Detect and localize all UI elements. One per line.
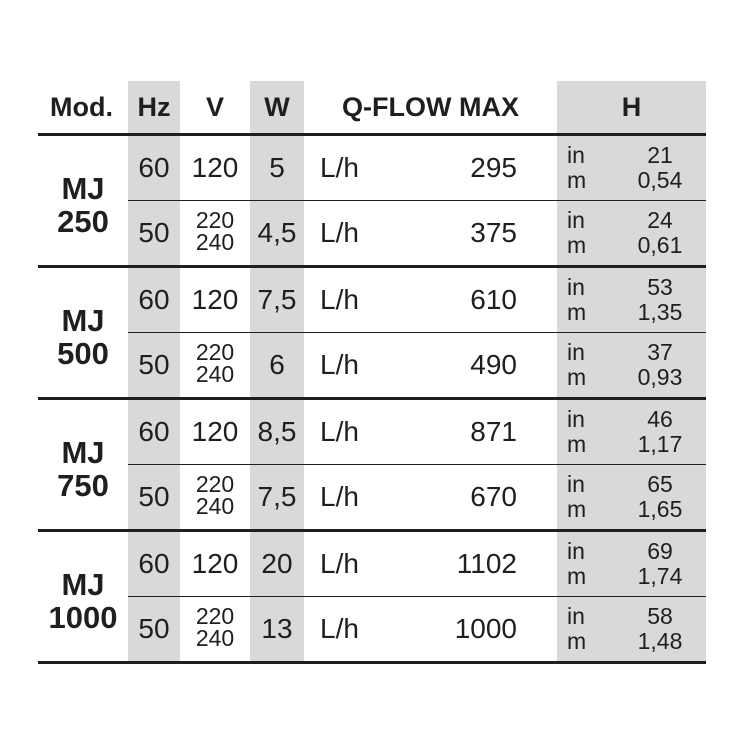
cell-flow-value: 295 (398, 135, 557, 201)
cell-head-units (557, 201, 614, 267)
cell-flow-unit: L/h (304, 201, 398, 267)
cell-flow-unit: L/h (304, 597, 398, 663)
cell-head-unit-m: m (567, 364, 587, 390)
cell-head-unit-m: m (567, 431, 587, 457)
cell-flow-value: 1000 (398, 597, 557, 663)
cell-flow-value: 871 (398, 399, 557, 465)
cell-hz: 60 (128, 399, 180, 465)
table-row (38, 333, 706, 399)
cell-hz: 50 (128, 201, 180, 267)
cell-head-units (557, 333, 614, 399)
cell-head-unit-in: in (567, 471, 585, 497)
cell-head-units (557, 465, 614, 531)
cell-head-units (557, 267, 614, 333)
header-h: H (557, 81, 706, 135)
cell-head-value-m: 1,74 (637, 563, 683, 589)
cell-head-unit-m: m (567, 299, 587, 325)
cell-head-value-in: 37 (647, 339, 673, 365)
cell-flow-value: 490 (398, 333, 557, 399)
cell-head-value-in: 53 (647, 274, 673, 300)
spec-table (38, 81, 706, 664)
model-name-line1: MJ (61, 566, 105, 602)
cell-voltage: 120 (180, 399, 250, 465)
cell-voltage-line2: 240 (195, 229, 235, 255)
cell-watt: 7,5 (250, 465, 304, 531)
cell-voltage-line1: 220 (195, 207, 235, 233)
model-name-line1: MJ (61, 170, 105, 206)
table-row (38, 135, 706, 201)
cell-hz: 60 (128, 531, 180, 597)
cell-head-values (614, 465, 706, 531)
cell-flow-unit: L/h (304, 399, 398, 465)
cell-voltage: 120 (180, 267, 250, 333)
cell-head-unit-m: m (567, 496, 587, 522)
cell-watt: 4,5 (250, 201, 304, 267)
table-row (38, 597, 706, 663)
cell-head-value-m: 0,93 (637, 364, 683, 390)
cell-head-units (557, 135, 614, 201)
cell-head-values (614, 135, 706, 201)
model-name-line2: 250 (57, 203, 109, 239)
model-name (38, 135, 128, 267)
table-row (38, 531, 706, 597)
cell-watt: 6 (250, 333, 304, 399)
cell-watt: 8,5 (250, 399, 304, 465)
cell-hz: 50 (128, 333, 180, 399)
cell-voltage-line1: 220 (195, 471, 235, 497)
cell-watt: 7,5 (250, 267, 304, 333)
cell-voltage-line2: 240 (195, 361, 235, 387)
header-w: W (250, 81, 304, 135)
cell-voltage (180, 465, 250, 531)
header-v: V (180, 81, 250, 135)
cell-head-values (614, 333, 706, 399)
cell-head-values (614, 531, 706, 597)
header-model: Mod. (38, 81, 128, 135)
table-row (38, 399, 706, 465)
cell-hz: 60 (128, 135, 180, 201)
cell-watt: 20 (250, 531, 304, 597)
cell-flow-value: 670 (398, 465, 557, 531)
cell-hz: 60 (128, 267, 180, 333)
cell-head-value-in: 21 (647, 142, 673, 168)
cell-head-unit-m: m (567, 563, 587, 589)
model-name-line1: MJ (61, 302, 105, 338)
cell-head-unit-in: in (567, 538, 585, 564)
cell-head-unit-m: m (567, 232, 587, 258)
cell-head-value-m: 0,61 (637, 232, 683, 258)
table-row (38, 201, 706, 267)
table-row (38, 465, 706, 531)
cell-head-value-m: 1,17 (637, 431, 683, 457)
cell-voltage (180, 597, 250, 663)
cell-head-value-in: 24 (647, 207, 673, 233)
cell-head-values (614, 399, 706, 465)
cell-head-unit-in: in (567, 274, 585, 300)
header-qflow: Q-FLOW MAX (304, 81, 557, 135)
cell-head-units (557, 597, 614, 663)
cell-voltage (180, 201, 250, 267)
table-row (38, 267, 706, 333)
model-name-line2: 500 (57, 335, 109, 371)
spec-body (38, 135, 706, 663)
cell-voltage-line2: 240 (195, 625, 235, 651)
cell-head-value-in: 69 (647, 538, 673, 564)
cell-head-unit-in: in (567, 603, 585, 629)
cell-watt: 13 (250, 597, 304, 663)
cell-head-value-in: 46 (647, 406, 673, 432)
model-name-line2: 1000 (48, 599, 118, 635)
model-name (38, 399, 128, 531)
cell-hz: 50 (128, 465, 180, 531)
cell-head-values (614, 267, 706, 333)
cell-head-unit-in: in (567, 142, 585, 168)
cell-head-units (557, 399, 614, 465)
cell-voltage-line1: 220 (195, 603, 235, 629)
model-name (38, 267, 128, 399)
cell-head-value-in: 65 (647, 471, 673, 497)
cell-flow-value: 1102 (398, 531, 557, 597)
cell-head-unit-m: m (567, 628, 587, 654)
cell-flow-unit: L/h (304, 465, 398, 531)
cell-hz: 50 (128, 597, 180, 663)
header-hz: Hz (128, 81, 180, 135)
cell-voltage (180, 333, 250, 399)
cell-head-value-m: 1,65 (637, 496, 683, 522)
model-name-line2: 750 (57, 467, 109, 503)
cell-head-values (614, 597, 706, 663)
model-name-line1: MJ (61, 434, 105, 470)
cell-head-unit-in: in (567, 339, 585, 365)
cell-head-value-m: 1,35 (637, 299, 683, 325)
cell-head-unit-in: in (567, 406, 585, 432)
model-name (38, 531, 128, 663)
cell-head-value-in: 58 (647, 603, 673, 629)
cell-flow-unit: L/h (304, 333, 398, 399)
cell-voltage: 120 (180, 135, 250, 201)
cell-head-values (614, 201, 706, 267)
cell-voltage-line1: 220 (195, 339, 235, 365)
cell-head-value-m: 0,54 (637, 167, 683, 193)
cell-head-unit-in: in (567, 207, 585, 233)
cell-head-units (557, 531, 614, 597)
cell-flow-unit: L/h (304, 531, 398, 597)
cell-flow-value: 375 (398, 201, 557, 267)
cell-flow-unit: L/h (304, 135, 398, 201)
cell-flow-value: 610 (398, 267, 557, 333)
cell-voltage: 120 (180, 531, 250, 597)
cell-voltage-line2: 240 (195, 493, 235, 519)
cell-head-unit-m: m (567, 167, 587, 193)
cell-watt: 5 (250, 135, 304, 201)
cell-head-value-m: 1,48 (637, 628, 683, 654)
cell-flow-unit: L/h (304, 267, 398, 333)
header-row (38, 81, 706, 135)
